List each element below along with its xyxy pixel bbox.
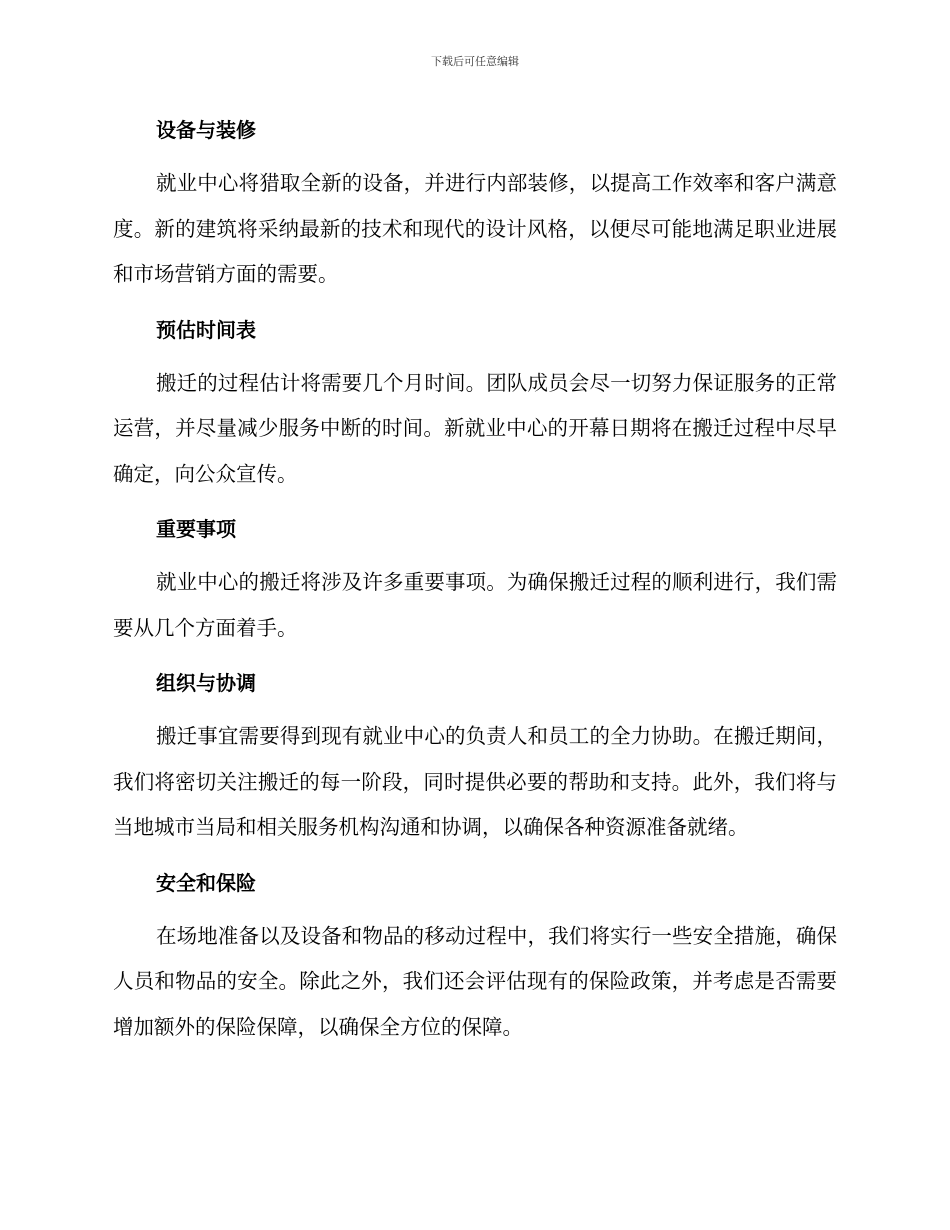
section-estimated-timeline [113,312,837,498]
section-heading: 重要事项 [156,517,236,541]
section-equipment-renovation [113,112,837,298]
section-heading: 安全和保险 [156,870,256,895]
section-paragraph: 搬迁事宜需要得到现有就业中心的负责人和员工的全力协助。在搬迁期间，我们将密切关注搬迁的每一阶段，同时提供必要的帮助和支持。此外，我们将与当地城市当局和相关服务机构沟通和协调，以确保各种资源准备就绪。 [113,724,837,839]
section-paragraph: 就业中心的搬迁将涉及许多重要事项。为确保搬迁过程的顺利进行，我们需要从几个方面着手。 [113,570,837,640]
section-heading: 设备与装修 [156,118,256,142]
section-paragraph: 搬迁的过程估计将需要几个月时间。团队成员会尽一切努力保证服务的正常运营，并尽量减少服务中断的时间。新就业中心的开幕日期将在搬迁过程中尽早确定，向公众宣传。 [113,370,837,486]
section-safety-insurance [113,865,837,1051]
section-heading: 预估时间表 [156,317,256,342]
section-paragraph: 就业中心将猎取全新的设备，并进行内部装修，以提高工作效率和客户满意度。新的建筑将采纳最新的技术和现代的设计风格，以便尽可能地满足职业进展和市场营销方面的需要。 [113,171,837,286]
section-important-matters [113,511,837,651]
section-paragraph: 在场地准备以及设备和物品的移动过程中，我们将实行一些安全措施，确保人员和物品的安全。除此之外，我们还会评估现有的保险政策，并考虑是否需要增加额外的保险保障，以确保全方位的保障。 [113,923,837,1039]
document-body [113,112,837,1064]
page-header: 下载后可任意编辑 [431,55,519,68]
section-heading: 组织与协调 [156,671,256,695]
section-organization-coordination [113,665,837,851]
